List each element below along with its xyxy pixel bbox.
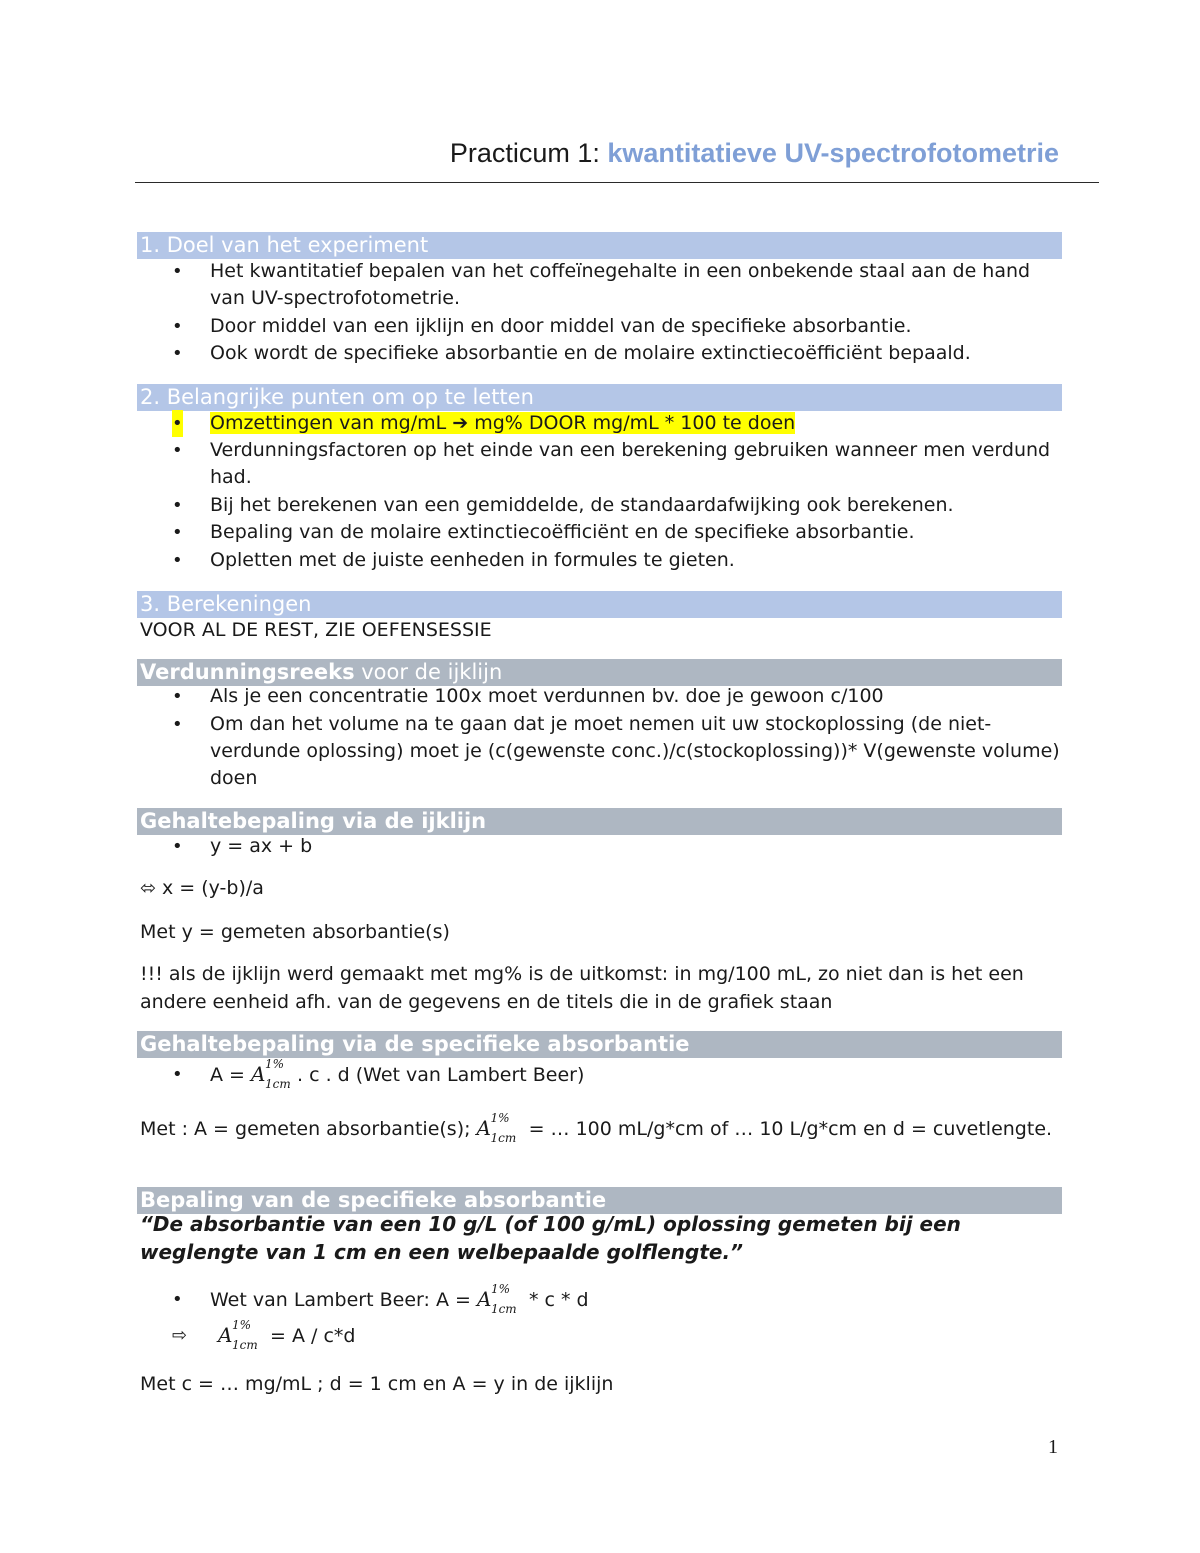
definition-quote: “De absorbantie van een 10 g/L (of 100 g/mL) oplossing gemeten bij een weglengte van 1 cm en een welbepaalde golflengte.” [140, 1212, 961, 1264]
arrow-right-icon: ⇨ [172, 1325, 188, 1346]
bullet-icon: • [172, 316, 183, 337]
title-prefix: Practicum 1: [449, 138, 608, 168]
met-line: Met c = … mg/mL ; d = 1 cm en A = y in de ijklijn [140, 1373, 614, 1395]
specific-absorbance-symbol: A 1% 1cm [476, 1111, 517, 1145]
equivalence-arrow-icon: ⬄ [140, 877, 156, 899]
equivalence-line: ⬄ x = (y-b)/a [140, 877, 264, 899]
page-title [450, 138, 1059, 169]
bullet-icon: • [172, 1289, 183, 1310]
list-item: Opletten met de juiste eenheden in formules te gieten. [210, 549, 735, 571]
bullet-icon: • [172, 343, 183, 364]
subsection-heading-ijklijn: Gehaltebepaling via de ijklijn [137, 808, 1062, 835]
list-item: Bij het berekenen van een gemiddelde, de standaardafwijking ook berekenen. [210, 494, 954, 516]
list-item-highlighted: Omzettingen van mg/mL ➔ mg% DOOR mg/mL * 100 te doen [210, 412, 796, 434]
list-item: Het kwantitatief bepalen van het coffeïnegehalte in een onbekende staal aan de hand van UV-spectrofotometrie. [210, 260, 1031, 309]
list-item: Ook wordt de specifieke absorbantie en de molaire extinctiecoëfficiënt bepaald. [210, 342, 971, 364]
bullet-icon: • [172, 550, 183, 571]
warning-paragraph: !!! als de ijklijn werd gemaakt met mg% is de uitkomst: in mg/100 mL, zo niet dan is het een andere eenheid afh. van de gegevens en de titels die in de grafiek staan [140, 963, 1024, 1013]
subsection-heading-specifiek: Gehaltebepaling via de specifieke absorbantie [137, 1031, 1062, 1058]
list-item: Verdunningsfactoren op het einde van een berekening gebruiken wanneer men verdund had. [210, 439, 1051, 488]
specific-absorbance-symbol: A 1% 1cm [218, 1318, 258, 1352]
bullet-icon: • [172, 410, 183, 437]
bullet-icon: • [172, 522, 183, 543]
formula-line: y = ax + b [210, 835, 313, 857]
subsection-heading-bepaling: Bepaling van de specifieke absorbantie [137, 1187, 1062, 1214]
bullet-icon: • [172, 714, 183, 735]
result-formula: A 1% 1cm = A / c*d [218, 1318, 356, 1352]
bullet-icon: • [172, 440, 183, 461]
specific-absorbance-symbol: A 1% 1cm [476, 1282, 517, 1316]
bullet-icon: • [172, 836, 183, 857]
list-item: Om dan het volume na te gaan dat je moet nemen uit uw stockoplossing (de niet-verdunde oplossing) moet je (c(gewenste conc.)/c(stockoplossing))* V(gewenste volume) doen [210, 713, 1060, 789]
bullet-icon: • [172, 1064, 183, 1085]
page-number: 1 [1048, 1436, 1058, 1458]
list-item: Door middel van een ijklijn en door middel van de specifieke absorbantie. [210, 315, 912, 337]
rest-note: VOOR AL DE REST, ZIE OEFENSESSIE [140, 619, 492, 641]
section-heading-berekeningen: 3. Berekeningen [137, 591, 1062, 618]
formula-line: A = A 1% 1cm . c . d (Wet van Lambert Beer) [210, 1057, 585, 1091]
bullet-icon: • [172, 686, 183, 707]
section-heading-doel: 1. Doel van het experiment [137, 232, 1062, 259]
specific-absorbance-symbol: A 1% 1cm [251, 1057, 291, 1091]
bullet-icon: • [172, 495, 183, 516]
title-accent: kwantitatieve UV-spectrofotometrie [607, 138, 1059, 168]
met-line: Met y = gemeten absorbantie(s) [140, 921, 450, 943]
formula-line: Wet van Lambert Beer: A = A 1% 1cm * c * d [210, 1282, 589, 1316]
met-paragraph: Met : A = gemeten absorbantie(s); A 1% 1cm = … 100 mL/g*cm of … 10 L/g*cm en d = cuvetlengte. [140, 1111, 1053, 1145]
subsection-heading-verdunning: Verdunningsreeks voor de ijklijn [137, 659, 1062, 686]
section-heading-punten: 2. Belangrijke punten om op te letten [137, 384, 1062, 411]
header-rule [135, 182, 1099, 183]
list-item: Bepaling van de molaire extinctiecoëfficiënt en de specifieke absorbantie. [210, 521, 915, 543]
bullet-icon: • [172, 261, 183, 282]
list-item: Als je een concentratie 100x moet verdunnen bv. doe je gewoon c/100 [210, 685, 884, 707]
